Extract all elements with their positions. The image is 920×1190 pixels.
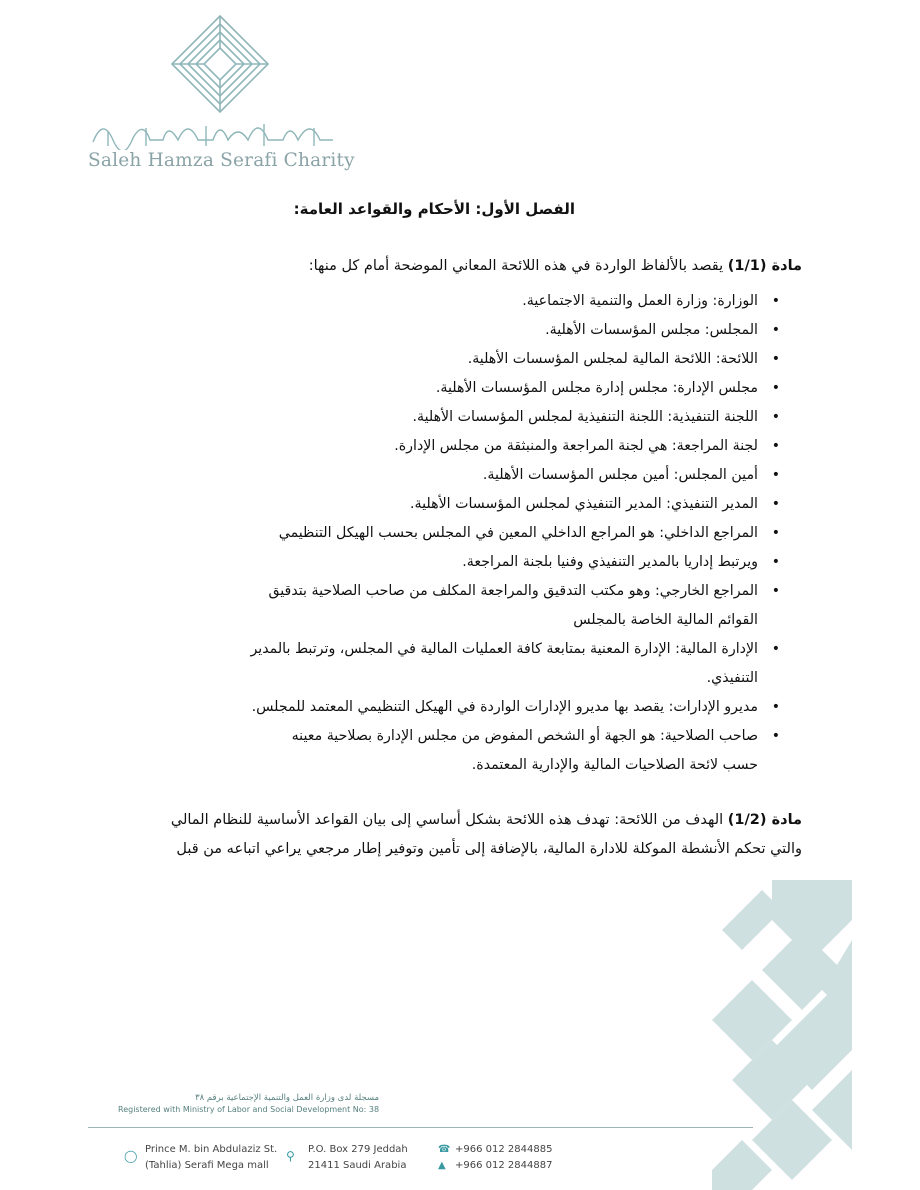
definition-item: • ويرتبط إداريا بالمدير التنفيذي وفنيا بلجنة المراجعة. (140, 548, 780, 577)
address-line-2: (Tahlia) Serafi Mega mall (145, 1160, 269, 1171)
article-1-1-label: مادة (1/1) (727, 258, 802, 274)
fax-icon: ▲ (438, 1160, 446, 1171)
footer-po-box (308, 1142, 408, 1174)
definition-item: • مديرو الإدارات: يقصد بها مديرو الإدارات الواردة في الهيكل التنظيمي المعتمد للمجلس. (140, 693, 780, 722)
location-pin-icon: ⚲ (286, 1149, 295, 1163)
definition-item: • المدير التنفيذي: المدير التنفيذي لمجلس المؤسسات الأهلية. (140, 490, 780, 519)
definition-item-continuation: القوائم المالية الخاصة بالمجلس (573, 612, 758, 628)
definition-item: • المراجع الداخلي: هو المراجع الداخلي المعين في المجلس بحسب الهيكل التنظيمي (140, 519, 780, 548)
chapter-title: الفصل الأول: الأحكام والقواعد العامة: (293, 200, 575, 218)
footer-address (145, 1142, 277, 1174)
registration-note (118, 1092, 379, 1116)
po-line-2: 21411 Saudi Arabia (308, 1160, 407, 1171)
definition-item: • مجلس الإدارة: مجلس إدارة مجلس المؤسسات الأهلية. (140, 374, 780, 403)
definition-item: • الإدارة المالية: الإدارة المعنية بمتابعة كافة العمليات المالية في المجلس، وترتبط بالمدير (140, 635, 780, 664)
address-line-1: Prince M. bin Abdulaziz St. (145, 1144, 278, 1155)
registration-arabic: مسجلة لدى وزارة العمل والتنمية الإجتماعية برقم ٣٨ (195, 1093, 380, 1103)
footer-divider (88, 1127, 753, 1128)
registration-english: Registered with Ministry of Labor and Social Development No: 38 (118, 1105, 380, 1114)
fax-number: +966 012 2844887 (455, 1160, 553, 1171)
definition-item: • المراجع الخارجي: وهو مكتب التدقيق والمراجعة المكلف من صاحب الصلاحية بتدقيق (140, 577, 780, 606)
article-1-1 (309, 258, 802, 274)
phone-number: +966 012 2844885 (455, 1144, 553, 1155)
org-name-english: Saleh Hamza Serafi Charity (88, 150, 355, 171)
article-1-2-text: الهدف من اللائحة: تهدف هذه اللائحة بشكل أساسي إلى بيان القواعد الأساسية للنظام المالي والتي تحكم الأنشطة الموكلة للادارة المالية، بالإضافة إلى تأمين وتوفير إطار مرجعي يراعي اتباعه من قبل (170, 812, 802, 857)
definition-item: • اللائحة: اللائحة المالية لمجلس المؤسسات الأهلية. (140, 345, 780, 374)
footer-contact (455, 1142, 552, 1174)
decorative-pattern (712, 880, 852, 1190)
po-line-1: P.O. Box 279 Jeddah (308, 1144, 408, 1155)
definition-item: • صاحب الصلاحية: هو الجهة أو الشخص المفوض من مجلس الإدارة بصلاحية معينه (140, 722, 780, 751)
article-1-2-label: مادة (1/2) (727, 812, 802, 828)
definition-item: • اللجنة التنفيذية: اللجنة التنفيذية لمجلس المؤسسات الأهلية. (140, 403, 780, 432)
charity-logo-calligraphy (88, 112, 338, 150)
article-1-1-intro: يقصد بالألفاظ الواردة في هذه اللائحة المعاني الموضحة أمام كل منها: (308, 258, 728, 274)
article-1-2 (135, 806, 802, 864)
definition-item: • لجنة المراجعة: هي لجنة المراجعة والمنبثقة من مجلس الإدارة. (140, 432, 780, 461)
definition-item: • المجلس: مجلس المؤسسات الأهلية. (140, 316, 780, 345)
charity-logo-emblem (170, 14, 270, 114)
definition-item: • الوزارة: وزارة العمل والتنمية الاجتماعية. (140, 287, 780, 316)
phone-icon: ☎ (438, 1144, 451, 1155)
definition-item-continuation: حسب لائحة الصلاحيات المالية والإدارية المعتمدة. (471, 757, 758, 773)
definition-item: • أمين المجلس: أمين مجلس المؤسسات الأهلية. (140, 461, 780, 490)
definitions-list (140, 287, 780, 780)
globe-icon: ◯ (124, 1149, 138, 1163)
definition-item-continuation: التنفيذي. (706, 670, 758, 686)
